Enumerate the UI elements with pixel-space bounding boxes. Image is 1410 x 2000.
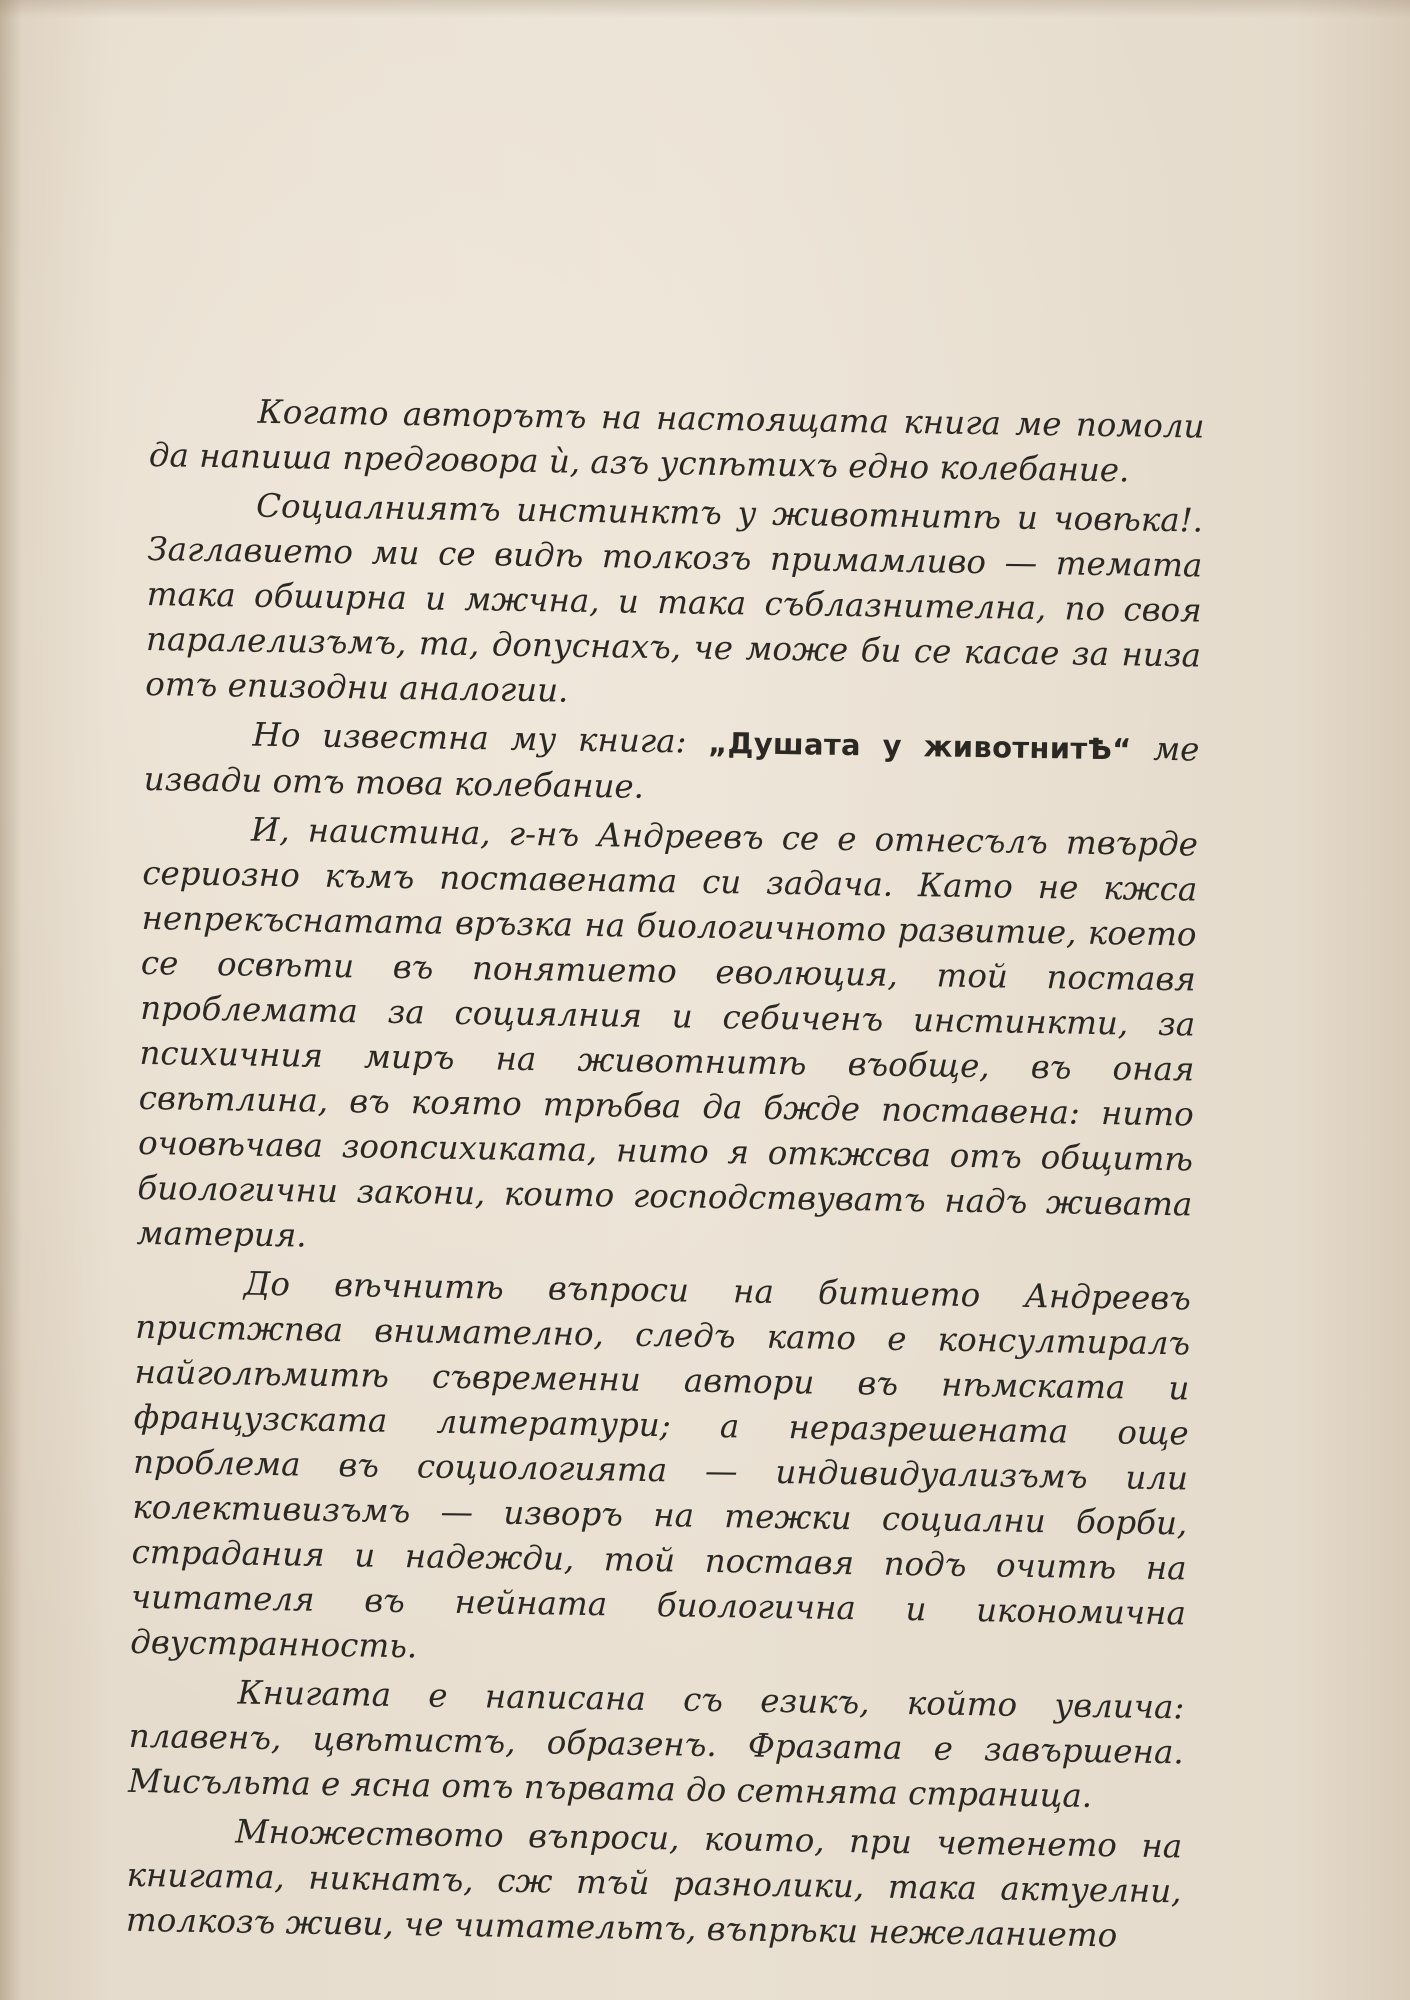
paragraph-5: До вѣчнитѣ въпроси на битието Андреевъ пристжпва внимателно, следъ като е консултиралъ найголѣмитѣ съвременни автори въ нѣмската и французската литератури; а неразрешената още проблема въ социологията — индивидуализъмъ или колективизъмъ — изворъ на тежки социални борби, страдания и надежди, той поставя подъ очитѣ на читателя въ нейната биологична и икономична двустранность. [130,1264,1192,1666]
preface-text [126,388,1205,1959]
paragraph-1: Когато авторътъ на настоящата книга ме помоли да напиша предговора ѝ, азъ успѣтихъ едно колебание. [148,392,1205,490]
paragraph-6: Книгата е написана съ езикъ, който увлича: плавенъ, цвѣтистъ, образенъ. Фразата е завършена. Мисъльта е ясна отъ първата до сетнята страница. [127,1673,1185,1815]
page-shadow-top [0,0,1410,18]
book-title: „Душата у животнитѢ“ [707,725,1132,767]
page-shadow-left [0,0,22,2000]
paragraph-3-lead: Но известна му книга: [252,715,709,761]
paragraph-4: И, наистина, г-нъ Андреевъ се е отнесълъ твърде сериозно къмъ поставената си задача. Като не кжса непрекъснатата връзка на биологичното развитие, което се освѣти въ понятието еволюция, той поставя проблемата за социялния и себиченъ инстинкти, за психичния миръ на животнитѣ въобще, въ оная свѣтлина, въ която трѣбва да бжде поставена: нито очовѣчава зоопсихиката, нито я откжсва отъ общитѣ биологични закони, които господствуватъ надъ живата материя. [136,810,1199,1255]
paragraph-3 [143,711,1199,819]
paragraph-2: Социалниятъ инстинктъ у животнитѣ и човѣка!. Заглавието ми се видѣ толкозъ примамливо — темата така обширна и мжчна, и така съблазнителна, по своя паралелизъмъ, та, допуснахъ, че може би се касае за низа отъ епизодни аналогии. [145,486,1204,710]
paragraph-3-tail: ме извади отъ това колебание. [143,729,1200,806]
paragraph-7: Множеството въпроси, които, при четенето на книгата, никнатъ, сж тъй разнолики, така актуелни, толкозъ живи, че читательтъ, въпрѣки нежеланието [125,1812,1183,1955]
